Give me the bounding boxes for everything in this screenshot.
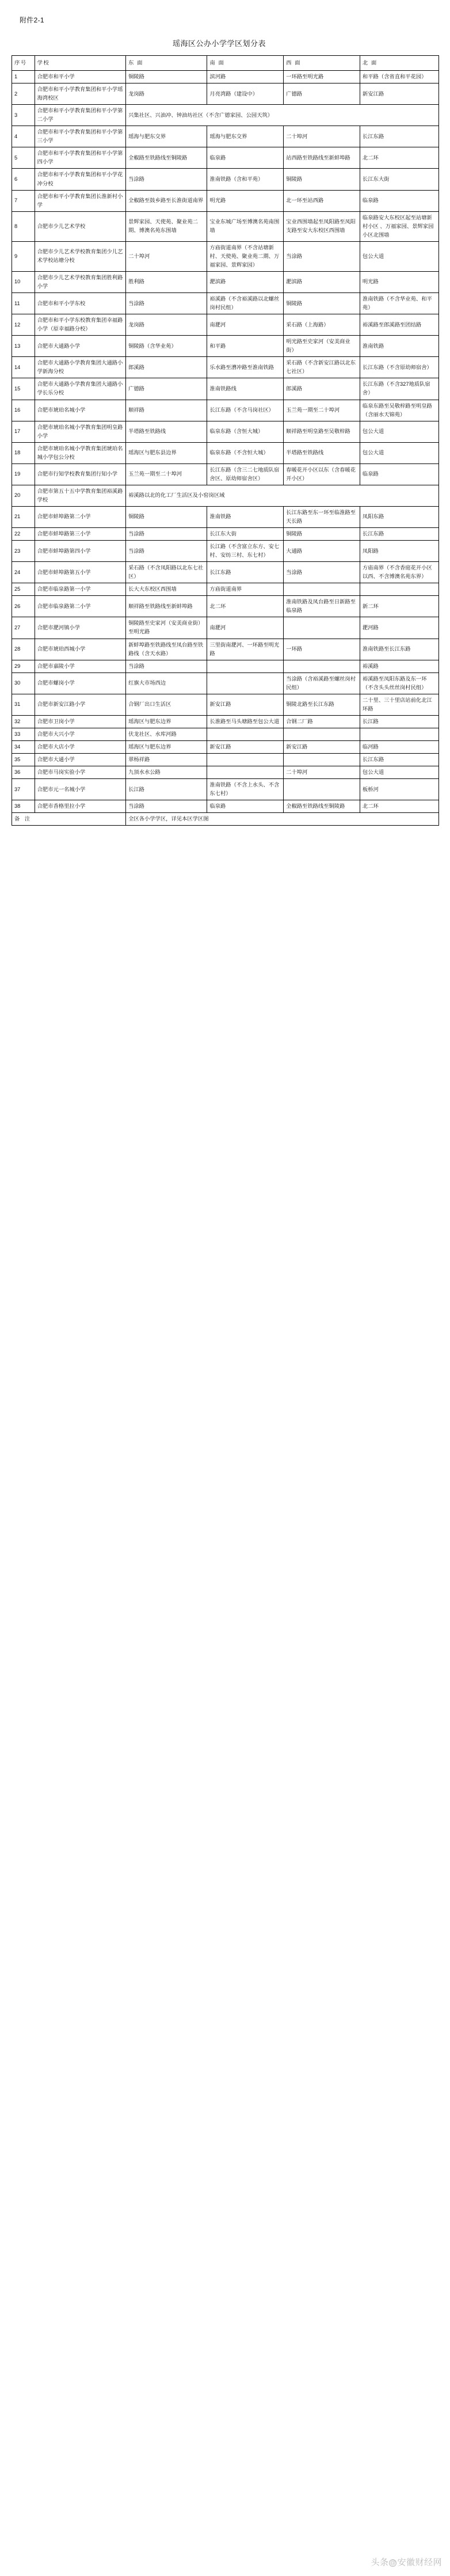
boundary-west: 长江东路至东一环至临淮路至天长路 bbox=[284, 506, 360, 527]
table-row bbox=[12, 126, 439, 147]
column-header-south: 南 面 bbox=[207, 56, 284, 71]
boundary-south: 长江东路（含三二七地质队宿舍区、原幼师宿舍区） bbox=[207, 463, 284, 485]
row-index: 7 bbox=[12, 190, 35, 211]
boundary-east: 顺祥路至铁路线至新蚌埠路 bbox=[126, 596, 207, 617]
table-row bbox=[12, 506, 439, 527]
school-name: 合肥市大兴小学 bbox=[35, 728, 125, 740]
boundary-north: 长江东路 bbox=[360, 126, 438, 147]
boundary-east: 瑶海区与肥东县边界 bbox=[126, 442, 207, 463]
table-row bbox=[12, 673, 439, 694]
boundary-west: 北一环至站西路 bbox=[284, 190, 360, 211]
table-row bbox=[12, 694, 439, 715]
table-row bbox=[12, 169, 439, 190]
school-name: 合肥市和平小学教育集团和平小学第四小学 bbox=[35, 147, 125, 169]
boundary-east: 长大大东校区西围墙 bbox=[126, 583, 207, 596]
boundary-west: 采石路（上海路） bbox=[284, 314, 360, 336]
boundary-west: 顺祥路至明皇路至吴敬梓路 bbox=[284, 421, 360, 442]
boundary-east: 景辉家园、天使苑、聚业苑二期、博澳名苑东围墙 bbox=[126, 211, 207, 241]
school-name: 合肥市蚌埠路第三小学 bbox=[35, 528, 125, 541]
boundary-east: 铜陵路至史家河（安美商业街）至明光路 bbox=[126, 617, 207, 639]
table-row bbox=[12, 83, 439, 105]
boundary-north: 长江东路 bbox=[360, 754, 438, 766]
row-index: 12 bbox=[12, 314, 35, 336]
row-index: 23 bbox=[12, 541, 35, 562]
remark-text: 全区各小学学区，详见本区学区图 bbox=[126, 813, 439, 826]
row-index: 4 bbox=[12, 126, 35, 147]
boundary-east: 二十埠河 bbox=[126, 241, 207, 271]
row-index: 38 bbox=[12, 800, 35, 813]
boundary-south: 和平路 bbox=[207, 336, 284, 357]
boundary-merged: 兴集社区、兴油冲、钟油坊社区（不含广德家园、公园天筑） bbox=[126, 105, 439, 126]
boundary-north bbox=[360, 583, 438, 596]
row-index: 18 bbox=[12, 442, 35, 463]
table-row bbox=[12, 766, 439, 779]
boundary-west: 淮南铁路及凤台路至日新路至临泉路 bbox=[284, 596, 360, 617]
boundary-east: 广德路 bbox=[126, 378, 207, 400]
table-header-row bbox=[12, 56, 439, 71]
row-index: 1 bbox=[12, 71, 35, 83]
watermark-suffix: 安徽财经网 bbox=[397, 2558, 442, 2567]
row-index: 10 bbox=[12, 271, 35, 292]
school-name: 合肥市蚌埠路第二小学 bbox=[35, 506, 125, 527]
boundary-east: 当涂路 bbox=[126, 169, 207, 190]
table-row bbox=[12, 660, 439, 673]
table-row bbox=[12, 715, 439, 728]
row-index: 2 bbox=[12, 83, 35, 105]
table-row bbox=[12, 583, 439, 596]
table-row bbox=[12, 528, 439, 541]
boundary-north: 淮南铁路（不含华业苑、和平苑） bbox=[360, 293, 438, 314]
row-index: 13 bbox=[12, 336, 35, 357]
boundary-west: 站西路至铁路线至新蚌埠路 bbox=[284, 147, 360, 169]
column-header-east: 东 面 bbox=[126, 56, 207, 71]
row-index: 3 bbox=[12, 105, 35, 126]
boundary-west: 铜陵北路至长江东路 bbox=[284, 694, 360, 715]
school-name: 合肥市大通路小学 bbox=[35, 336, 125, 357]
table-row bbox=[12, 400, 439, 421]
boundary-east: 全椒路至鼓乡路至长淮街道南界 bbox=[126, 190, 207, 211]
row-index: 31 bbox=[12, 694, 35, 715]
school-name: 合肥市临泉路第二小学 bbox=[35, 596, 125, 617]
boundary-east: 当涂路 bbox=[126, 293, 207, 314]
boundary-north: 新二环 bbox=[360, 596, 438, 617]
boundary-west: 当涂路 bbox=[284, 562, 360, 583]
boundary-west: 铜陵路 bbox=[284, 169, 360, 190]
table-row bbox=[12, 779, 439, 800]
table-row bbox=[12, 336, 439, 357]
school-name: 合肥市少儿艺术学校教育集团胜利路小学 bbox=[35, 271, 125, 292]
school-name: 合肥市蚌埠路第四小学 bbox=[35, 541, 125, 562]
table-row bbox=[12, 541, 439, 562]
boundary-north: 长江东大街 bbox=[360, 169, 438, 190]
watermark bbox=[371, 2556, 442, 2568]
school-name: 合肥市和平小学教育集团和平小学花冲分校 bbox=[35, 169, 125, 190]
boundary-east: 翠杨祥路 bbox=[126, 754, 207, 766]
school-name: 合肥市大通路小学教育集团大通路小学长乐分校 bbox=[35, 378, 125, 400]
boundary-south: 临泉路 bbox=[207, 800, 284, 813]
boundary-north: 裕溪路至郎溪路至团结路 bbox=[360, 314, 438, 336]
row-index: 15 bbox=[12, 378, 35, 400]
boundary-west bbox=[284, 754, 360, 766]
boundary-north: 临泉路 bbox=[360, 463, 438, 485]
boundary-south: 长江路（不含富立东方、安七村、安纺三村、东七村） bbox=[207, 541, 284, 562]
school-name: 合肥市琥珀名城小学 bbox=[35, 400, 125, 421]
boundary-north: 淮南铁路 bbox=[360, 336, 438, 357]
boundary-west: 半塔路至铁路线 bbox=[284, 442, 360, 463]
school-name: 合肥市临泉路第一小学 bbox=[35, 583, 125, 596]
row-index: 16 bbox=[12, 400, 35, 421]
remark-label: 备 注 bbox=[12, 813, 126, 826]
boundary-west: 一环路至明光路 bbox=[284, 71, 360, 83]
row-index: 14 bbox=[12, 357, 35, 378]
boundary-north: 板桥河 bbox=[360, 779, 438, 800]
row-index: 27 bbox=[12, 617, 35, 639]
table-row bbox=[12, 740, 439, 753]
boundary-south: 南淝河 bbox=[207, 617, 284, 639]
boundary-west: 二十埠河 bbox=[284, 126, 360, 147]
school-name: 合肥市少儿艺术学校教育集团少儿艺术学校站塘分校 bbox=[35, 241, 125, 271]
page-title: 瑶海区公办小学学区划分表 bbox=[172, 39, 266, 48]
boundary-south bbox=[207, 728, 284, 740]
boundary-east: 瑶海与肥东交界 bbox=[126, 126, 207, 147]
boundary-east: 铜陵路 bbox=[126, 71, 207, 83]
school-name: 合肥市第五十五中学教育集团裕溪路学校 bbox=[35, 485, 125, 506]
boundary-north: 二十里、三十里店站前化北江环路 bbox=[360, 694, 438, 715]
column-header-west: 西 面 bbox=[284, 56, 360, 71]
table-row bbox=[12, 357, 439, 378]
boundary-north: 长江东路（不含原幼师宿舍） bbox=[360, 357, 438, 378]
boundary-west bbox=[284, 779, 360, 800]
row-index: 35 bbox=[12, 754, 35, 766]
boundary-north: 明光路 bbox=[360, 271, 438, 292]
attachment-label: 附件2-1 bbox=[20, 16, 44, 24]
boundary-south: 淮南铁路线 bbox=[207, 378, 284, 400]
school-name: 合肥市琥珀西城小学 bbox=[35, 639, 125, 660]
boundary-east: 龙岗路 bbox=[126, 83, 207, 105]
school-name: 合肥市琥珀名城小学教育集团明皇路小学 bbox=[35, 421, 125, 442]
boundary-south: 月亮湾路（建设中） bbox=[207, 83, 284, 105]
row-index: 33 bbox=[12, 728, 35, 740]
boundary-east: 合钢厂出口生活区 bbox=[126, 694, 207, 715]
boundary-north: 临泉路安大东校区起至站塘新村小区 、万福家园、景辉家园小区北围墙 bbox=[360, 211, 438, 241]
boundary-east: 胜利路 bbox=[126, 271, 207, 292]
boundary-south: 临泉路 bbox=[207, 147, 284, 169]
table-row bbox=[12, 147, 439, 169]
boundary-north: 凤阳东路 bbox=[360, 506, 438, 527]
boundary-east: 瑶海区与肥东边界 bbox=[126, 715, 207, 728]
school-name: 合肥市和平小学教育集团和平小学第三小学 bbox=[35, 126, 125, 147]
table-row bbox=[12, 728, 439, 740]
column-header-index: 序号 bbox=[12, 56, 35, 71]
table-row bbox=[12, 639, 439, 660]
school-name: 合肥市卫岗小学 bbox=[35, 715, 125, 728]
table-row bbox=[12, 293, 439, 314]
boundary-south: 方庙街道南界（不含站塘新村、天使苑、聚业苑二期、万福家园、景辉家园） bbox=[207, 241, 284, 271]
school-name: 合肥市少儿艺术学校 bbox=[35, 211, 125, 241]
school-name: 合肥市大店小学 bbox=[35, 740, 125, 753]
boundary-west: 当涂路（含裕溪路至螺丝岗村民组） bbox=[284, 673, 360, 694]
row-index: 22 bbox=[12, 528, 35, 541]
row-index: 9 bbox=[12, 241, 35, 271]
school-name: 合肥市和平小学 bbox=[35, 71, 125, 83]
table-row bbox=[12, 378, 439, 400]
table-row bbox=[12, 800, 439, 813]
boundary-north: 新安江路 bbox=[360, 83, 438, 105]
boundary-north: 淮南铁路至长江东路 bbox=[360, 639, 438, 660]
boundary-west: 宝业西围墙起至凤阳路至凤阳支路至安大东校区西围墙 bbox=[284, 211, 360, 241]
school-name: 合肥市元一名城小学 bbox=[35, 779, 125, 800]
boundary-west: 采石路（不含新安江路以北东七社区） bbox=[284, 357, 360, 378]
boundary-west: 明光路至史家河（安美商业街） bbox=[284, 336, 360, 357]
school-district-table bbox=[12, 55, 439, 826]
table-body bbox=[12, 71, 439, 813]
boundary-west bbox=[284, 583, 360, 596]
school-name: 合肥市琥珀名城小学教育集团琥珀名城小学包公分校 bbox=[35, 442, 125, 463]
column-header-north: 北 面 bbox=[360, 56, 438, 71]
row-index: 21 bbox=[12, 506, 35, 527]
row-index: 26 bbox=[12, 596, 35, 617]
boundary-south: 临泉东路（不含恒大城） bbox=[207, 442, 284, 463]
boundary-east: 当涂路 bbox=[126, 800, 207, 813]
row-index: 19 bbox=[12, 463, 35, 485]
boundary-south: 淮南铁路 bbox=[207, 506, 284, 527]
school-name: 合肥市蚌埠路第五小学 bbox=[35, 562, 125, 583]
table-row bbox=[12, 485, 439, 506]
school-name: 合肥市大通小学 bbox=[35, 754, 125, 766]
row-index: 5 bbox=[12, 147, 35, 169]
boundary-east: 铜陵路 bbox=[126, 506, 207, 527]
row-index: 8 bbox=[12, 211, 35, 241]
boundary-north: 长江东路 bbox=[360, 528, 438, 541]
boundary-east: 当涂路 bbox=[126, 541, 207, 562]
boundary-south bbox=[207, 673, 284, 694]
table-row bbox=[12, 271, 439, 292]
boundary-north: 方庙南界（不含香庭花开小区以西、不含博澳名苑东界） bbox=[360, 562, 438, 583]
row-index: 37 bbox=[12, 779, 35, 800]
table-row bbox=[12, 463, 439, 485]
boundary-west: 一环路 bbox=[284, 639, 360, 660]
boundary-north: 北二环 bbox=[360, 147, 438, 169]
boundary-south: 三里街南淝河、一环路至明光路 bbox=[207, 639, 284, 660]
table-row bbox=[12, 617, 439, 639]
document-page bbox=[0, 15, 450, 2576]
boundary-north: 凤阳路 bbox=[360, 541, 438, 562]
table-row bbox=[12, 71, 439, 83]
table-row bbox=[12, 314, 439, 336]
boundary-north: 临泉东路至吴敬梓路至明皇路（含丽水天锦苑） bbox=[360, 400, 438, 421]
boundary-east: 铜陵路（含华业苑） bbox=[126, 336, 207, 357]
boundary-west: 铜陵路 bbox=[284, 293, 360, 314]
school-name: 合肥市和平小学教育集团长淮新村小学 bbox=[35, 190, 125, 211]
table-row bbox=[12, 241, 439, 271]
boundary-south: 长江东路（不含马岗社区） bbox=[207, 400, 284, 421]
boundary-south: 新安江路 bbox=[207, 694, 284, 715]
boundary-west: 全椒路至铁路线至铜陵路 bbox=[284, 800, 360, 813]
boundary-east: 郎溪路 bbox=[126, 357, 207, 378]
boundary-south: 明光路 bbox=[207, 190, 284, 211]
boundary-south: 临泉东路（含恒大城） bbox=[207, 421, 284, 442]
boundary-north: 临河路 bbox=[360, 740, 438, 753]
boundary-east: 龙岗路 bbox=[126, 314, 207, 336]
school-name: 合肥市和平小学教育集团和平小学第二小学 bbox=[35, 105, 125, 126]
boundary-east: 顺祥路 bbox=[126, 400, 207, 421]
school-name: 合肥市新安江路小学 bbox=[35, 694, 125, 715]
boundary-west bbox=[284, 728, 360, 740]
boundary-north: 淝河路 bbox=[360, 617, 438, 639]
row-index: 25 bbox=[12, 583, 35, 596]
boundary-east: 当涂路 bbox=[126, 660, 207, 673]
row-index: 34 bbox=[12, 740, 35, 753]
boundary-east: 伏龙社区、水库河路 bbox=[126, 728, 207, 740]
column-header-school: 学校 bbox=[35, 56, 125, 71]
row-index: 32 bbox=[12, 715, 35, 728]
boundary-north: 包公大道 bbox=[360, 241, 438, 271]
school-name: 合肥市香格里拉小学 bbox=[35, 800, 125, 813]
boundary-south: 长江东大街 bbox=[207, 528, 284, 541]
boundary-east: 红旗大市场西边 bbox=[126, 673, 207, 694]
boundary-west: 铜陵路 bbox=[284, 528, 360, 541]
table-row bbox=[12, 754, 439, 766]
boundary-east: 全椒路至铁路线至铜陵路 bbox=[126, 147, 207, 169]
school-name: 合肥市嘉陵小学 bbox=[35, 660, 125, 673]
boundary-west: 合钢二厂路 bbox=[284, 715, 360, 728]
boundary-west: 玉兰苑一期至二十埠河 bbox=[284, 400, 360, 421]
boundary-west: 广德路 bbox=[284, 83, 360, 105]
row-index: 36 bbox=[12, 766, 35, 779]
row-index: 29 bbox=[12, 660, 35, 673]
school-name: 合肥市大通路小学教育集团大通路小学新海分校 bbox=[35, 357, 125, 378]
table-row bbox=[12, 596, 439, 617]
boundary-south: 南淝河 bbox=[207, 314, 284, 336]
boundary-merged: 裕溪路以北的化工厂生活区及小窑岗区域 bbox=[126, 485, 439, 506]
row-index: 28 bbox=[12, 639, 35, 660]
boundary-north: 包公大道 bbox=[360, 442, 438, 463]
school-name: 合肥市螺岗小学 bbox=[35, 673, 125, 694]
boundary-south: 裕溪路（不含裕溪路以北螺丝岗村民组） bbox=[207, 293, 284, 314]
boundary-west: 春暖花开小区以东（含春暖花开小区） bbox=[284, 463, 360, 485]
boundary-north: 裕溪路 bbox=[360, 660, 438, 673]
table-remark-row bbox=[12, 813, 439, 826]
boundary-north: 临泉路 bbox=[360, 190, 438, 211]
table-row bbox=[12, 105, 439, 126]
boundary-south bbox=[207, 766, 284, 779]
table-row bbox=[12, 442, 439, 463]
boundary-west: 当涂路 bbox=[284, 241, 360, 271]
boundary-west: 淝滨路 bbox=[284, 271, 360, 292]
boundary-west bbox=[284, 660, 360, 673]
boundary-east: 九顶水水公路 bbox=[126, 766, 207, 779]
boundary-north: 北二环 bbox=[360, 800, 438, 813]
at-icon: @ bbox=[390, 2560, 396, 2566]
school-name: 合肥市行知学校教育集团行知小学 bbox=[35, 463, 125, 485]
boundary-south: 北二环 bbox=[207, 596, 284, 617]
boundary-east: 瑶海区与肥东边界 bbox=[126, 740, 207, 753]
school-name: 合肥市和平小学东校教育集团幸福路小学（原幸福路分校） bbox=[35, 314, 125, 336]
boundary-south: 瑶海与肥东交界 bbox=[207, 126, 284, 147]
row-index: 24 bbox=[12, 562, 35, 583]
table-row bbox=[12, 190, 439, 211]
boundary-west: 二十埠河 bbox=[284, 766, 360, 779]
boundary-east: 当涂路 bbox=[126, 528, 207, 541]
table-row bbox=[12, 211, 439, 241]
boundary-south bbox=[207, 660, 284, 673]
school-name: 合肥市和平小学东校 bbox=[35, 293, 125, 314]
boundary-south: 新安江路 bbox=[207, 740, 284, 753]
boundary-north: 长江路 bbox=[360, 715, 438, 728]
boundary-south: 长淮路至马头塘路至包公大道 bbox=[207, 715, 284, 728]
boundary-south bbox=[207, 754, 284, 766]
boundary-north: 长江东路（不含327地质队宿舍） bbox=[360, 378, 438, 400]
boundary-north: 包公大道 bbox=[360, 421, 438, 442]
boundary-east: 半塔路至铁路线 bbox=[126, 421, 207, 442]
boundary-south: 长江东路 bbox=[207, 562, 284, 583]
school-name: 合肥市淝河镇小学 bbox=[35, 617, 125, 639]
boundary-east: 玉兰苑一期至二十埠河 bbox=[126, 463, 207, 485]
row-index: 20 bbox=[12, 485, 35, 506]
boundary-west bbox=[284, 617, 360, 639]
row-index: 6 bbox=[12, 169, 35, 190]
boundary-south: 淮南铁路（含和平苑） bbox=[207, 169, 284, 190]
school-name: 合肥市马岗实验小学 bbox=[35, 766, 125, 779]
boundary-north: 裕溪路至凤阳东路及东一环（不含头头丝丝岗村民组） bbox=[360, 673, 438, 694]
school-name: 合肥市和平小学教育集团和平小学瑶海湾校区 bbox=[35, 83, 125, 105]
table-row bbox=[12, 562, 439, 583]
boundary-south: 宝业东城广场至博澳名苑南围墙 bbox=[207, 211, 284, 241]
boundary-north: 和平路（含省直和平花园） bbox=[360, 71, 438, 83]
boundary-west: 大通路 bbox=[284, 541, 360, 562]
boundary-east: 长江路 bbox=[126, 779, 207, 800]
boundary-south: 滨河路 bbox=[207, 71, 284, 83]
boundary-south: 方庙街道南界 bbox=[207, 583, 284, 596]
watermark-prefix: 头条 bbox=[371, 2558, 389, 2567]
boundary-south: 淮南铁路（不含上水头、不含东七村） bbox=[207, 779, 284, 800]
boundary-east: 采石路（不含凤阳路以北东七社区） bbox=[126, 562, 207, 583]
boundary-west: 郎溪路 bbox=[284, 378, 360, 400]
row-index: 11 bbox=[12, 293, 35, 314]
row-index: 17 bbox=[12, 421, 35, 442]
table-row bbox=[12, 421, 439, 442]
boundary-west: 新安江路 bbox=[284, 740, 360, 753]
boundary-south: 淝滨路 bbox=[207, 271, 284, 292]
boundary-east: 新蚌埠路至铁路线至凤台路至铁路线（含天水路） bbox=[126, 639, 207, 660]
row-index: 30 bbox=[12, 673, 35, 694]
boundary-north: 包公大道 bbox=[360, 766, 438, 779]
boundary-north bbox=[360, 728, 438, 740]
boundary-south: 乐水路至漕冲路至淮南铁路 bbox=[207, 357, 284, 378]
